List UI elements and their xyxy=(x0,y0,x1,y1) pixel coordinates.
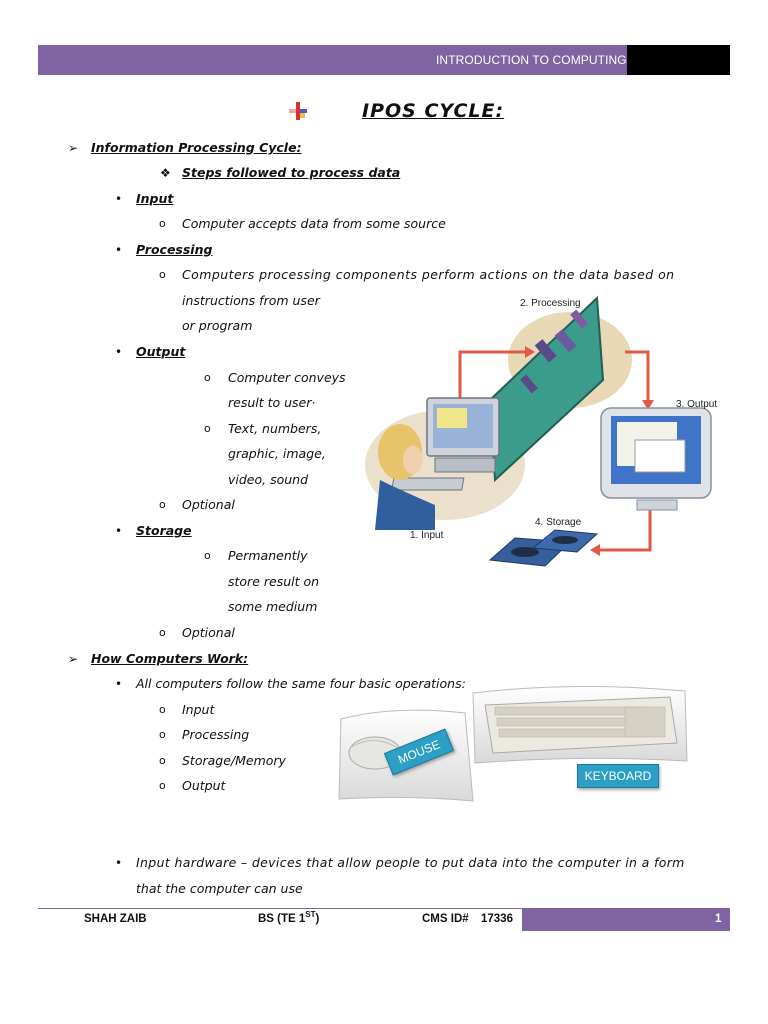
circle-bullet-icon: o xyxy=(159,754,166,767)
bullet-icon: • xyxy=(115,345,123,359)
processing-label: Processing xyxy=(136,242,213,257)
mouse-tag: MOUSE xyxy=(384,729,454,776)
circle-bullet-icon: o xyxy=(204,549,211,562)
diagram-label-input: 1. Input xyxy=(410,530,444,541)
output-sub-line: graphic, image, xyxy=(228,446,326,461)
how-item: Input xyxy=(182,702,215,717)
footer-program-suffix: ) xyxy=(315,913,320,925)
processing-desc-line: instructions from user xyxy=(182,293,320,308)
storage-optional: Optional xyxy=(182,625,235,640)
output-sub-line: Text, numbers, xyxy=(228,421,322,436)
circle-bullet-icon: o xyxy=(204,422,211,435)
bullet-icon: • xyxy=(115,524,123,538)
processing-desc-line: Computers processing components perform actions on the data based on xyxy=(182,267,675,282)
page-title: IPOS CYCLE: xyxy=(362,100,505,122)
storage-sub-line: some medium xyxy=(228,599,318,614)
footer-name: SHAH ZAIB xyxy=(84,913,147,925)
steps-heading: Steps followed to process data xyxy=(182,165,401,180)
storage-sub-line: store result on xyxy=(228,574,320,589)
output-label: Output xyxy=(136,344,186,359)
storage-label: Storage xyxy=(136,523,192,538)
circle-bullet-icon: o xyxy=(204,371,211,384)
input-hw-line: that the computer can use xyxy=(136,881,303,896)
arrow-bullet-icon: ➢ xyxy=(68,652,79,666)
circle-bullet-icon: o xyxy=(159,779,166,792)
diamond-bullet-icon: ❖ xyxy=(160,166,171,180)
output-sub-line: video, sound xyxy=(228,472,309,487)
keyboard-icon xyxy=(485,697,677,753)
header-title: INTRODUCTION TO COMPUTING xyxy=(436,53,627,67)
diagram-label-storage: 4. Storage xyxy=(535,517,582,528)
title-bullet-icon xyxy=(287,100,309,122)
output-sub-line: Computer conveys xyxy=(228,370,346,385)
input-desc: Computer accepts data from some source xyxy=(182,216,446,231)
bullet-icon: • xyxy=(115,243,123,257)
how-heading: How Computers Work: xyxy=(91,651,249,666)
input-label: Input xyxy=(136,191,174,206)
footer-program xyxy=(258,908,319,931)
input-hw-line: Input hardware – devices that allow people to put data into the computer in a form xyxy=(136,855,685,870)
header-black-block xyxy=(627,45,730,75)
circle-bullet-icon: o xyxy=(159,728,166,741)
footer-cms-label: CMS ID# xyxy=(422,913,469,925)
footer-cms-id: 17336 xyxy=(481,913,513,925)
output-optional: Optional xyxy=(182,497,235,512)
arrow-bullet-icon: ➢ xyxy=(68,141,79,155)
how-item: Output xyxy=(182,778,226,793)
how-item: Processing xyxy=(182,727,250,742)
circle-bullet-icon: o xyxy=(159,498,166,511)
page-number: 1 xyxy=(715,913,722,925)
processing-desc-line: or program xyxy=(182,318,253,333)
bullet-icon: • xyxy=(115,677,123,691)
diagram-label-output: 3. Output xyxy=(676,399,718,410)
how-bullet: All computers follow the same four basic operations: xyxy=(136,676,466,691)
how-item: Storage/Memory xyxy=(182,753,286,768)
output-sub-line: result to user· xyxy=(228,395,316,410)
diagram-label-processing: 2. Processing xyxy=(520,298,581,309)
ipc-heading: Information Processing Cycle: xyxy=(91,140,302,155)
circle-bullet-icon: o xyxy=(159,626,166,639)
bullet-icon: • xyxy=(115,856,123,870)
circle-bullet-icon: o xyxy=(159,703,166,716)
footer-program-sup: ST xyxy=(305,910,316,920)
footer-band xyxy=(522,908,730,931)
circle-bullet-icon: o xyxy=(159,217,166,230)
footer-program-prefix: BS (TE 1 xyxy=(258,913,306,925)
storage-sub-line: Permanently xyxy=(228,548,308,563)
circle-bullet-icon: o xyxy=(159,268,166,281)
bullet-icon: • xyxy=(115,192,123,206)
keyboard-tag: KEYBOARD xyxy=(577,764,659,788)
